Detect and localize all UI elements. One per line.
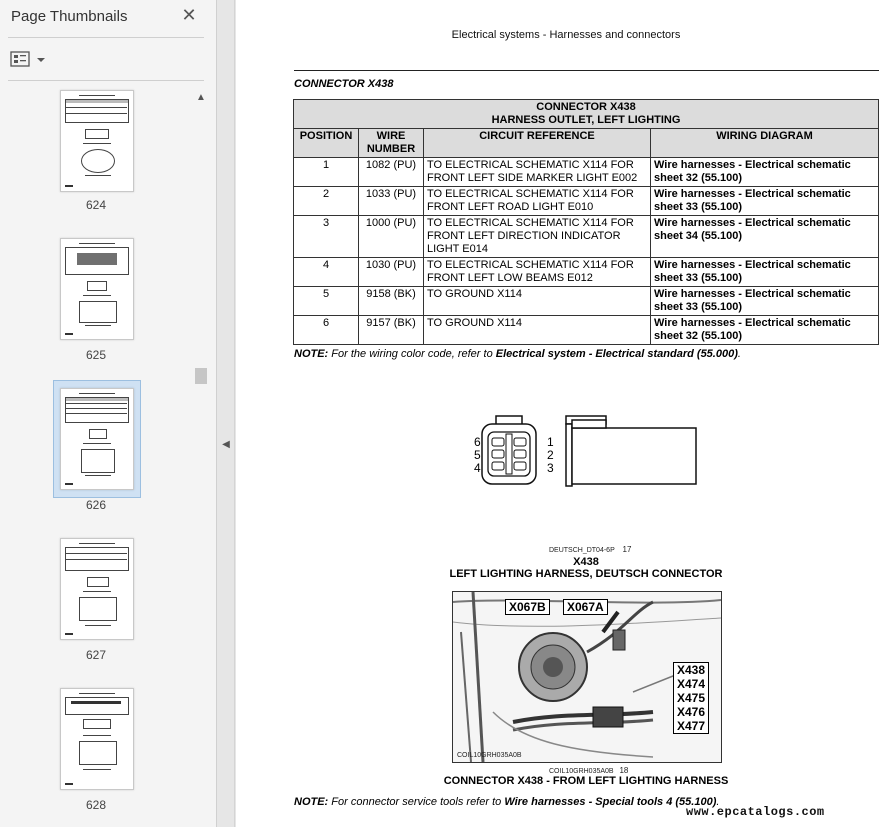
diagram-link[interactable]: Wire harnesses - Electrical schematic sheet 34 (55.100) — [651, 216, 879, 258]
circuit-cell: TO ELECTRICAL SCHEMATIC X114 FOR FRONT LEFT LOW BEAMS E012 — [424, 258, 651, 287]
panel-divider[interactable] — [234, 0, 235, 827]
document-page — [236, 0, 893, 827]
circuit-cell: TO GROUND X114 — [424, 287, 651, 316]
table-row — [294, 187, 879, 216]
wire-cell: 9158 (BK) — [359, 287, 424, 316]
pin-labels-left: 6 5 4 — [474, 435, 481, 475]
divider — [8, 80, 204, 81]
page-thumbnail-627[interactable] — [60, 538, 134, 640]
thumbnails-scrollbar[interactable] — [194, 90, 208, 827]
special-tools-link[interactable]: Wire harnesses - Special tools 4 (55.100) — [504, 796, 717, 808]
diagram-link[interactable]: Wire harnesses - Electrical schematic sheet 33 (55.100) — [651, 187, 879, 216]
electrical-standard-link[interactable]: Electrical system - Electrical standard (55.000) — [495, 348, 738, 360]
photo-code: COIL10GRH035A0B — [457, 752, 522, 759]
collapse-panel-icon[interactable]: ◀ — [222, 439, 230, 450]
page-header: Electrical systems - Harnesses and connectors — [451, 29, 681, 41]
page-number-label: 625 — [85, 348, 107, 362]
pin-labels-right: 1 2 3 — [547, 435, 554, 475]
figure-caption: X438 LEFT LIGHTING HARNESS, DEUTSCH CONNECTOR — [449, 556, 723, 580]
page-number-label: 626 — [85, 498, 107, 512]
diagram-link[interactable]: Wire harnesses - Electrical schematic sheet 33 (55.100) — [651, 258, 879, 287]
scrollbar-thumb[interactable] — [195, 368, 207, 384]
position-cell: 6 — [294, 316, 359, 345]
note-service-tools: NOTE: For connector service tools refer to Wire harnesses - Special tools 4 (55.100). — [294, 796, 720, 808]
watermark: www.epcatalogs.com — [686, 805, 825, 819]
position-cell: 3 — [294, 216, 359, 258]
circuit-cell: TO ELECTRICAL SCHEMATIC X114 FOR FRONT LEFT SIDE MARKER LIGHT E002 — [424, 158, 651, 187]
table-row — [294, 316, 879, 345]
page-number-label: 628 — [85, 798, 107, 812]
section-title: CONNECTOR X438 — [294, 78, 394, 90]
table-title: CONNECTOR X438 HARNESS OUTLET, LEFT LIGHTING — [294, 100, 879, 129]
wire-cell: 1033 (PU) — [359, 187, 424, 216]
divider — [8, 37, 204, 38]
diagram-link[interactable]: Wire harnesses - Electrical schematic sheet 32 (55.100) — [651, 158, 879, 187]
connector-drawing — [466, 410, 706, 490]
position-cell: 1 — [294, 158, 359, 187]
figure-code: COIL10GRH035A0B 18 — [549, 766, 629, 775]
panel-header — [0, 0, 216, 36]
table-row — [294, 258, 879, 287]
label-x067b: X067B — [505, 599, 550, 615]
thumbnail-options-button[interactable] — [10, 50, 50, 70]
close-icon[interactable]: ✕ — [181, 5, 197, 25]
col-header-wire: WIRE NUMBER — [359, 129, 424, 158]
col-header-diagram: WIRING DIAGRAM — [651, 129, 879, 158]
circuit-cell: TO ELECTRICAL SCHEMATIC X114 FOR FRONT LEFT DIRECTION INDICATOR LIGHT E014 — [424, 216, 651, 258]
circuit-cell: TO ELECTRICAL SCHEMATIC X114 FOR FRONT LEFT ROAD LIGHT E010 — [424, 187, 651, 216]
page-thumbnail-628[interactable] — [60, 688, 134, 790]
thumbnail-options-icon — [10, 50, 50, 70]
page-number-label: 624 — [85, 198, 107, 212]
page-number-label: 627 — [85, 648, 107, 662]
diagram-link[interactable]: Wire harnesses - Electrical schematic sheet 33 (55.100) — [651, 287, 879, 316]
label-connector-list: X438 X474 X475 X476 X477 — [673, 662, 709, 734]
figure-code: DEUTSCH_DT04-6P 17 — [549, 545, 632, 554]
wire-cell: 1030 (PU) — [359, 258, 424, 287]
diagram-link[interactable]: Wire harnesses - Electrical schematic sheet 32 (55.100) — [651, 316, 879, 345]
harness-photo — [452, 591, 722, 763]
label-x067a: X067A — [563, 599, 608, 615]
wire-cell: 1082 (PU) — [359, 158, 424, 187]
connector-table — [293, 99, 879, 345]
position-cell: 5 — [294, 287, 359, 316]
position-cell: 4 — [294, 258, 359, 287]
page-thumbnail-625[interactable] — [60, 238, 134, 340]
page-thumbnail-624[interactable] — [60, 90, 134, 192]
col-header-position: POSITION — [294, 129, 359, 158]
table-row — [294, 216, 879, 258]
note-wiring-color: NOTE: For the wiring color code, refer to Electrical system - Electrical standard (55.000). — [294, 348, 741, 360]
thumbnails-panel — [0, 0, 217, 827]
col-header-circuit: CIRCUIT REFERENCE — [424, 129, 651, 158]
scroll-up-icon[interactable]: ▲ — [196, 92, 206, 103]
table-row — [294, 158, 879, 187]
wire-cell: 1000 (PU) — [359, 216, 424, 258]
table-row — [294, 287, 879, 316]
header-rule — [294, 70, 879, 71]
circuit-cell: TO GROUND X114 — [424, 316, 651, 345]
position-cell: 2 — [294, 187, 359, 216]
wire-cell: 9157 (BK) — [359, 316, 424, 345]
panel-title: Page Thumbnails — [11, 8, 128, 25]
figure-caption: CONNECTOR X438 - FROM LEFT LIGHTING HARNESS — [443, 775, 729, 787]
page-thumbnail-626[interactable] — [60, 388, 134, 490]
